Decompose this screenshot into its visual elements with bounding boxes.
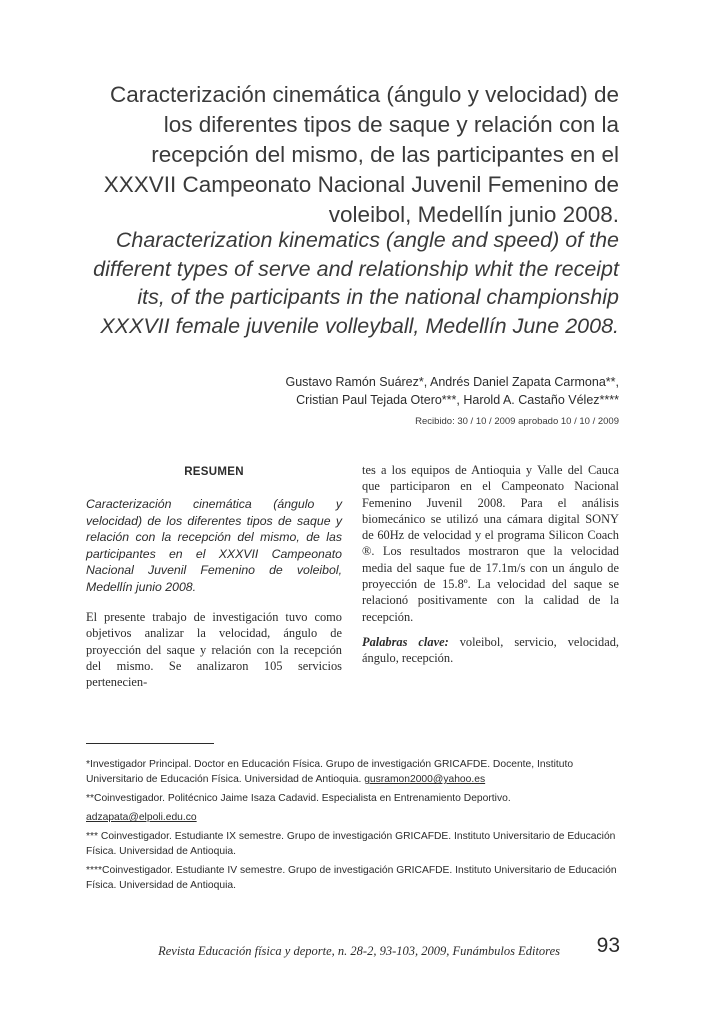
footnote-2-email xyxy=(86,810,620,825)
page-number: 93 xyxy=(596,934,620,957)
footnote-4: ****Coinvestigador. Estudiante IV semestre. Grupo de investigación GRICAFDE. Instituto Universitario de Educación Física. Universidad de Antioquia. xyxy=(86,865,617,891)
authors-line-2: Cristian Paul Tejada Otero***, Harold A. Castaño Vélez**** xyxy=(296,393,619,407)
abstract-title-italic: Caracterización cinemática (ángulo y velocidad) de los diferentes tipos de saque y relación con la recepción del mismo, de las participantes en el XXXVII Campeonato Nacional Juvenil Femenino de voleibol, Medellín junio 2008. xyxy=(86,497,342,594)
footnote-2: **Coinvestigador. Politécnico Jaime Isaza Cadavid. Especialista en Entrenamiento Deportivo. xyxy=(86,793,511,804)
title-english: Characterization kinematics (angle and speed) of the different types of serve and relationship whit the receipt its, of the participants in the national championship XXXVII female juvenile volleyball, Medellín June 2008. xyxy=(93,228,619,338)
authors-block xyxy=(160,373,619,409)
title-spanish: Caracterización cinemática (ángulo y velocidad) de los diferentes tipos de saque y relación con la recepción del mismo, de las participantes en el XXXVII Campeonato Nacional Juvenil Femenino de voleibol, Medellín junio 2008. xyxy=(103,82,619,227)
footnote-1-email-link[interactable]: gusramon2000@yahoo.es xyxy=(364,774,486,785)
abstract-right-column xyxy=(362,462,619,667)
abstract-heading: RESUMEN xyxy=(184,466,244,478)
footnote-3: *** Coinvestigador. Estudiante IX semestre. Grupo de investigación GRICAFDE. Instituto Universitario de Educación Física. Universidad de Antioquia. xyxy=(86,831,616,857)
abstract-body-right: tes a los equipos de Antioquia y Valle del Cauca que participaron en el Campeonato Nacional Femenino Juvenil 2008. Para el análisis biomecánico se utilizó una cámara digital SONY de 60Hz de velocidad y el programa Silicon Coach ®. Los resultados mostraron que la velocidad media del saque fue de 17.1m/s con un ángulo de proyección de 15.8º. La velocidad del saque se relacionó positivamente con la calidad de la recepción. xyxy=(362,463,619,624)
authors-line-1: Gustavo Ramón Suárez*, Andrés Daniel Zapata Carmona**, xyxy=(285,375,619,389)
abstract-left-column xyxy=(86,462,342,690)
footnotes xyxy=(86,757,620,897)
footnote-1 xyxy=(86,757,620,787)
footnote-1-text: *Investigador Principal. Doctor en Educación Física. Grupo de investigación GRICAFDE. Docente, Instituto Universitario de Educación Física. Universidad de Antioquia. xyxy=(86,759,574,785)
keywords-text: voleibol, servicio, velocidad, ángulo, recepción. xyxy=(362,634,619,666)
received-dates: Recibido: 30 / 10 / 2009 aprobado 10 / 10 / 2009 xyxy=(415,416,619,427)
keywords xyxy=(362,634,619,667)
footnote-separator xyxy=(86,743,214,744)
footnote-2-email-link[interactable]: adzapata@elpoli.edu.co xyxy=(86,812,197,823)
keywords-label: Palabras clave: xyxy=(362,634,449,649)
journal-citation: Revista Educación física y deporte, n. 28-2, 93-103, 2009, Funámbulos Editores xyxy=(158,944,560,958)
abstract-body-left: El presente trabajo de investigación tuvo como objetivos analizar la velocidad, ángulo de proyección del saque y relación con la recepción del mismo. Se analizaron 105 servicios pertenecien- xyxy=(86,610,342,690)
